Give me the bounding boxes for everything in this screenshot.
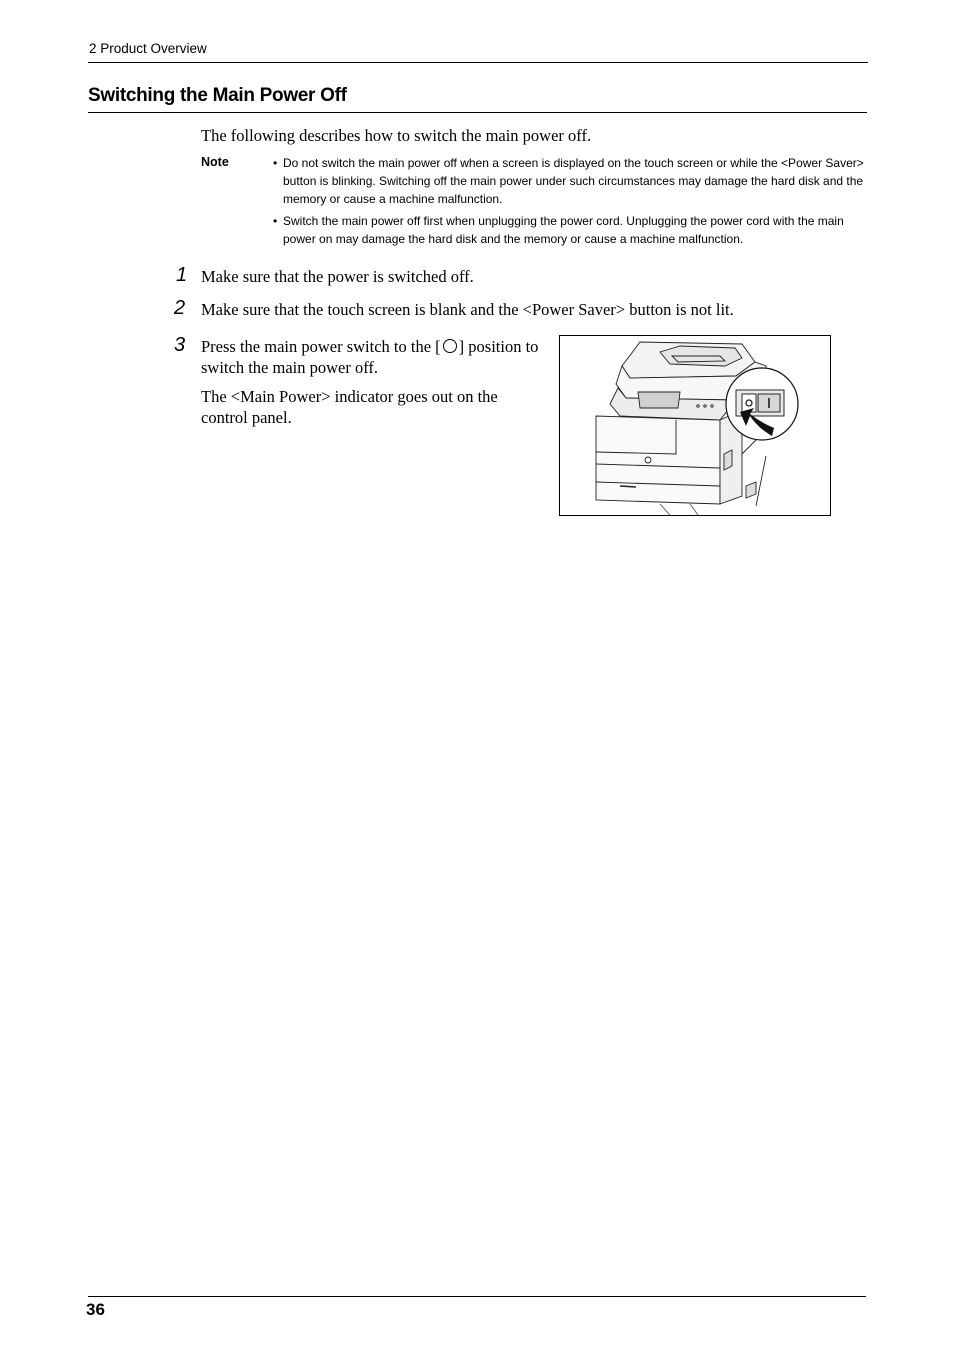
step-number: 1 (176, 264, 188, 286)
section-title (88, 84, 867, 113)
off-position-icon (443, 339, 457, 353)
printer-power-switch-icon (560, 336, 830, 515)
step-number: 2 (174, 297, 186, 319)
note-item: • Switch the main power off first when unplugging the power cord. Unplugging the power cord with the main power on may damage the hard disk and the memory or cause a machine malfunction. (273, 212, 873, 248)
intro-text: The following describes how to switch the main power off. (201, 126, 592, 145)
step-text: Make sure that the touch screen is blank and the <Power Saver> button is not lit. (201, 300, 734, 319)
step-3-instruction: Press the main power switch to the [ ] position to switch the main power off. (201, 337, 539, 377)
step-number: 3 (174, 334, 186, 356)
step-text: Make sure that the power is switched off. (201, 267, 474, 286)
note-list (273, 154, 873, 252)
page-number: 36 (86, 1300, 105, 1319)
chapter-title: 2 Product Overview (89, 41, 207, 56)
note-label: Note (201, 155, 229, 169)
page-header (88, 40, 868, 63)
section-title-text: Switching the Main Power Off (88, 85, 347, 106)
footer-rule (88, 1296, 866, 1297)
note-item: • Do not switch the main power off when a screen is displayed on the touch screen or while the <Power Saver> button is blinking. Switching off the main power under such circumstances may damage the hard disk and the memory or cause a machine malfunction. (273, 154, 873, 208)
printer-illustration (559, 335, 831, 516)
step-3-content (201, 336, 546, 436)
step-3-result: The <Main Power> indicator goes out on the control panel. (201, 387, 498, 427)
